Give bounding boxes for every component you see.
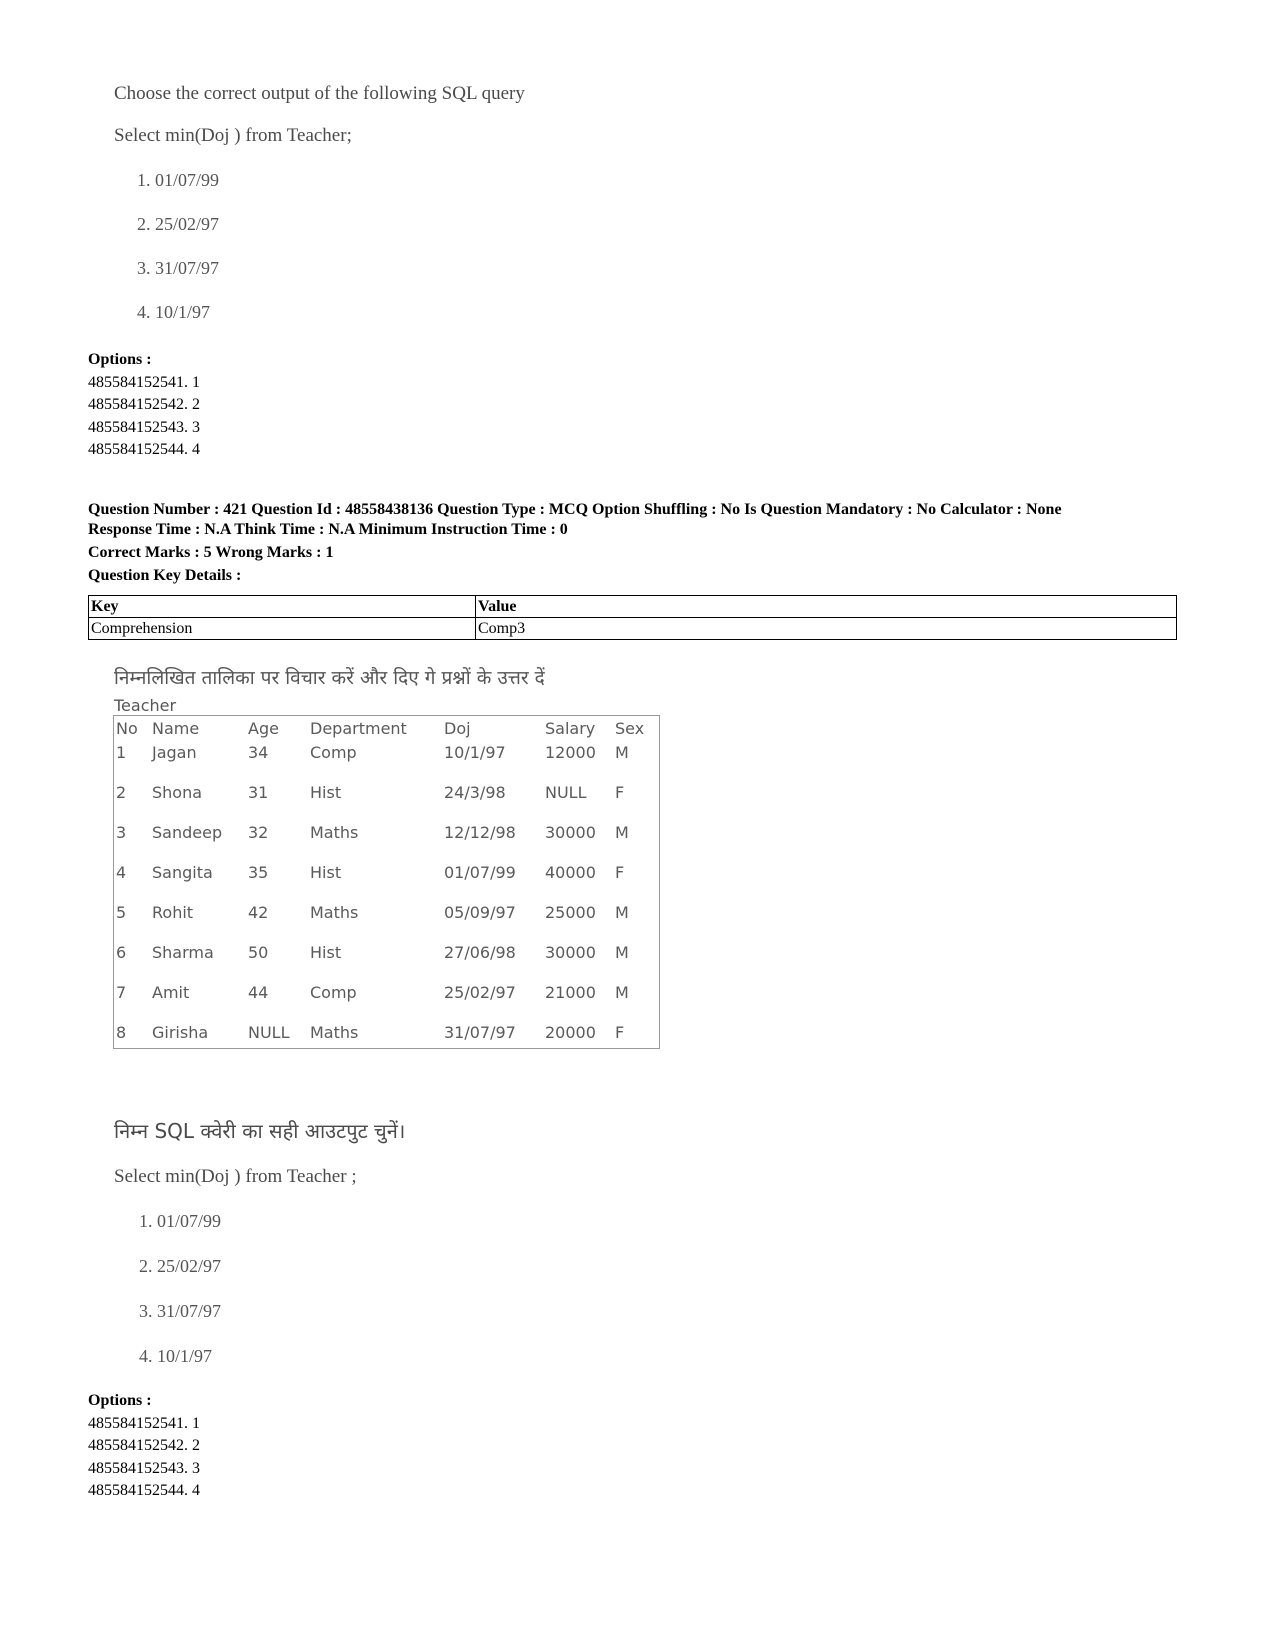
table-cell-value: Comp3: [476, 618, 1177, 640]
teacher-header-doj: Doj: [444, 719, 471, 738]
teacher-cell: 8: [116, 1023, 127, 1042]
teacher-cell: Maths: [310, 1023, 359, 1042]
table-header-key: Key: [89, 596, 476, 618]
teacher-cell: Shona: [152, 783, 203, 802]
teacher-cell: Girisha: [152, 1023, 209, 1042]
teacher-cell: M: [615, 743, 629, 762]
teacher-cell: 32: [248, 823, 269, 842]
teacher-table-caption: Teacher: [114, 696, 177, 715]
table-header-row: [89, 596, 1177, 618]
teacher-cell: 27/06/98: [444, 943, 516, 962]
teacher-header-sex: Sex: [615, 719, 645, 738]
teacher-cell: Comp: [310, 743, 357, 762]
teacher-cell: Maths: [310, 823, 359, 842]
teacher-cell: 21000: [545, 983, 596, 1002]
q2-prompt: निम्न SQL क्वेरी का सही आउटपुट चुनें।: [114, 1119, 406, 1143]
teacher-cell: 01/07/99: [444, 863, 516, 882]
teacher-cell: 35: [248, 863, 269, 882]
teacher-cell: 25000: [545, 903, 596, 922]
question-marks: Correct Marks : 5 Wrong Marks : 1: [88, 544, 334, 561]
teacher-cell: NULL: [545, 783, 587, 802]
q2-choice-1: 1. 01/07/99: [139, 1211, 222, 1231]
hindi-instruction: निम्नलिखित तालिका पर विचार करें और दिए गे प्रश्नों के उत्तर दें: [114, 667, 545, 689]
teacher-header-age: Age: [248, 719, 279, 738]
q1-choice-1: 1. 01/07/99: [137, 170, 220, 190]
q1-prompt: Choose the correct output of the following SQL query: [114, 83, 525, 104]
key-details-table: [88, 595, 1177, 640]
teacher-cell: Hist: [310, 943, 342, 962]
teacher-cell: 3: [116, 823, 127, 842]
options-block-1: [88, 349, 200, 462]
option-item: 485584152541. 1: [88, 1414, 200, 1432]
teacher-cell: Amit: [152, 983, 190, 1002]
teacher-cell: 24/3/98: [444, 783, 506, 802]
option-item: 485584152542. 2: [88, 1437, 200, 1455]
teacher-cell: M: [615, 903, 629, 922]
teacher-cell: F: [615, 1023, 625, 1042]
teacher-cell: M: [615, 823, 629, 842]
teacher-header-no: No: [116, 719, 138, 738]
option-item: 485584152544. 4: [88, 441, 200, 459]
table-header-value: Value: [476, 596, 1177, 618]
teacher-cell: 12000: [545, 743, 596, 762]
q2-choice-2: 2. 25/02/97: [139, 1256, 222, 1276]
teacher-cell: 12/12/98: [444, 823, 516, 842]
option-item: 485584152542. 2: [88, 396, 200, 414]
option-item: 485584152544. 4: [88, 1482, 200, 1500]
teacher-cell: Jagan: [152, 743, 197, 762]
teacher-cell: 25/02/97: [444, 983, 516, 1002]
question-meta-line2: Response Time : N.A Think Time : N.A Minimum Instruction Time : 0: [88, 521, 568, 538]
option-item: 485584152543. 3: [88, 418, 200, 436]
teacher-cell: Sangita: [152, 863, 213, 882]
q2-choice-3: 3. 31/07/97: [139, 1301, 222, 1321]
q2-query: Select min(Doj ) from Teacher ;: [114, 1166, 357, 1187]
teacher-cell: 5: [116, 903, 127, 922]
teacher-cell: 44: [248, 983, 269, 1002]
teacher-cell: 30000: [545, 823, 596, 842]
teacher-cell: Sharma: [152, 943, 214, 962]
teacher-cell: NULL: [248, 1023, 290, 1042]
teacher-cell: 05/09/97: [444, 903, 516, 922]
teacher-cell: Hist: [310, 863, 342, 882]
q1-query: Select min(Doj ) from Teacher;: [114, 125, 352, 146]
teacher-cell: 6: [116, 943, 127, 962]
teacher-cell: Sandeep: [152, 823, 223, 842]
teacher-cell: Comp: [310, 983, 357, 1002]
teacher-cell: 40000: [545, 863, 596, 882]
teacher-cell: F: [615, 783, 625, 802]
teacher-cell: 1: [116, 743, 127, 762]
teacher-cell: M: [615, 983, 629, 1002]
teacher-cell: 4: [116, 863, 127, 882]
question-meta-line1: Question Number : 421 Question Id : 48558438136 Question Type : MCQ Option Shuffling : No Is Question Mandatory : No Calculator : None: [88, 501, 1062, 518]
teacher-cell: 30000: [545, 943, 596, 962]
teacher-cell: Hist: [310, 783, 342, 802]
teacher-cell: 34: [248, 743, 269, 762]
table-cell-key: Comprehension: [89, 618, 476, 640]
teacher-cell: 42: [248, 903, 269, 922]
options-label: Options :: [88, 351, 152, 368]
teacher-cell: 2: [116, 783, 127, 802]
teacher-cell: 31/07/97: [444, 1023, 516, 1042]
teacher-cell: Maths: [310, 903, 359, 922]
teacher-cell: M: [615, 943, 629, 962]
question-key-details-label: Question Key Details :: [88, 567, 242, 584]
options-label: Options :: [88, 1392, 152, 1409]
q1-choice-4: 4. 10/1/97: [137, 302, 211, 322]
teacher-cell: Rohit: [152, 903, 194, 922]
teacher-cell: 10/1/97: [444, 743, 506, 762]
teacher-header-name: Name: [152, 719, 200, 738]
teacher-header-department: Department: [310, 719, 407, 738]
option-item: 485584152543. 3: [88, 1459, 200, 1477]
teacher-cell: F: [615, 863, 625, 882]
q1-choice-3: 3. 31/07/97: [137, 258, 220, 278]
teacher-cell: 20000: [545, 1023, 596, 1042]
teacher-cell: 50: [248, 943, 269, 962]
option-item: 485584152541. 1: [88, 373, 200, 391]
table-row: [89, 618, 1177, 640]
q1-choice-2: 2. 25/02/97: [137, 214, 220, 234]
teacher-header-salary: Salary: [545, 719, 596, 738]
q2-choice-4: 4. 10/1/97: [139, 1346, 213, 1366]
teacher-cell: 31: [248, 783, 269, 802]
options-block-2: [88, 1390, 200, 1503]
teacher-cell: 7: [116, 983, 127, 1002]
